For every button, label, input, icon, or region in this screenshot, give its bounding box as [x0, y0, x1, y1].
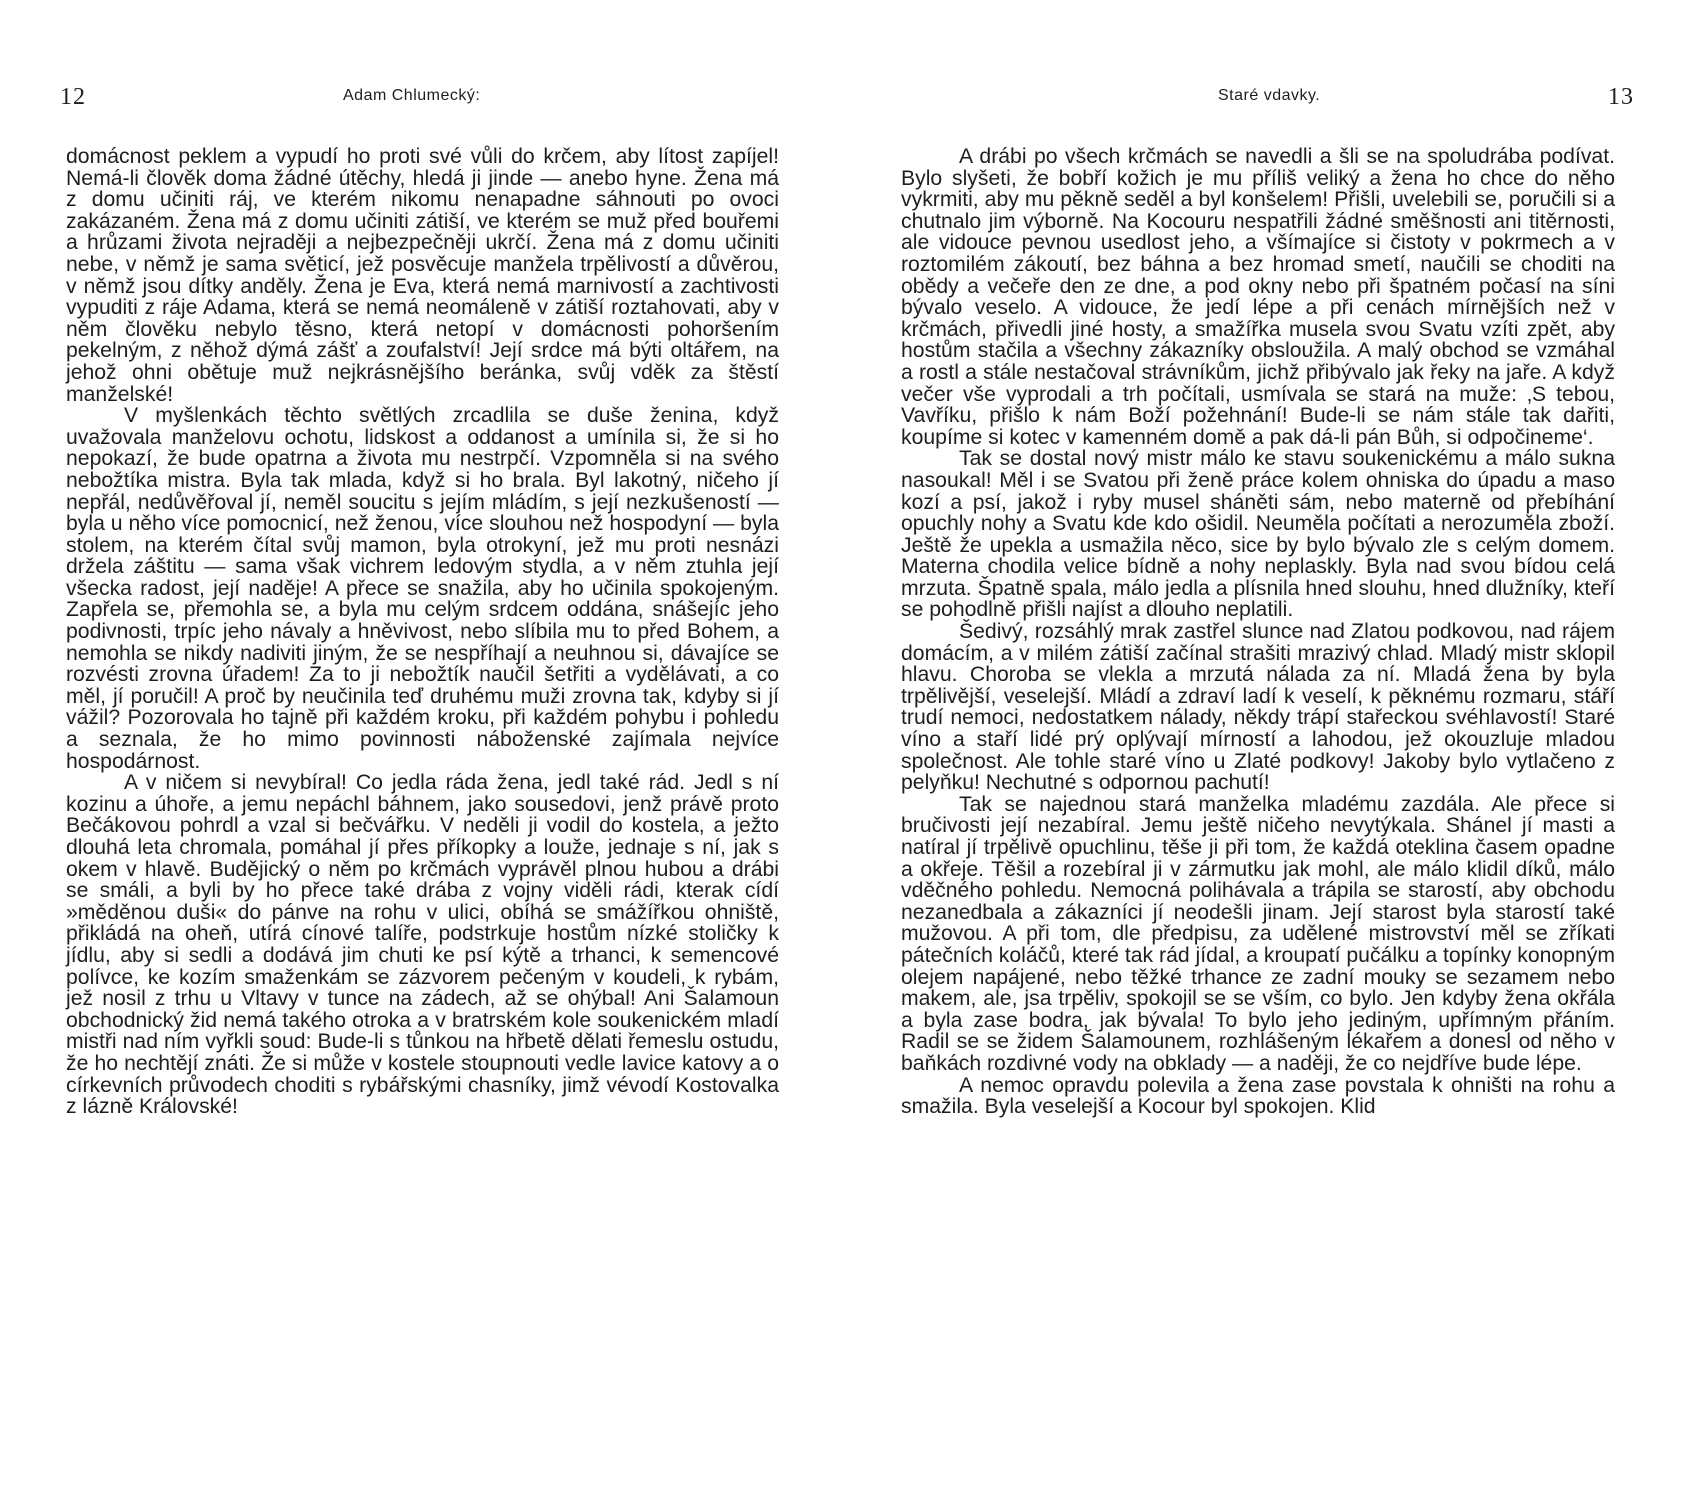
- paragraph: Tak se najednou stará manželka mladému zazdála. Ale přece si bručivosti její nezabíral. Jemu ještě ničeho nevytýkala. Shánel jí masti a natíral jí trpělivě opuchlinu, těše ji při tom, že každá oteklina časem opadne a okřeje. Těšil a rozebíral ji v zármutku jak mohl, ale málo klidil díků, málo vděčného pohledu. Nemocná polihávala a trápila se starostí, aby obchodu nezanedbala a zákazníci jí neodešli jinam. Její starost byla starostí také mužovou. A při tom, dle předpisu, za udělené mistrovství měl se zříkati pátečních koláčů, které tak rád jídal, a kroupatí pučálku a topínky konopným olejem napájené, nebo těžké trhance ze zadní mouky se sezamem nebo makem, ale, jsa trpěliv, spokojil se se vším, co bylo. Jen kdyby žena okřála a byla zase bodra, jak bývala! To bylo jeho jediným, upřímným přáním. Radil se se židem Šalamounem, rozhlášeným lékařem a donesl od něho v baňkách rozdivné vody na obklady — a naději, že co nejdříve bude lépe.: [901, 792, 1615, 1075]
- paragraph: Tak se dostal nový mistr málo ke stavu soukenickému a málo sukna nasoukal! Měl i se Svatou při ženě práce kolem ohniska do úpadu a maso kozí a psí, jakož i ryby musel sháněti sám, nebo materně od přebíhání opuchly nohy a Svatu kde kdo ošidil. Neuměla počítati a nerozuměla zboží. Ještě že upekla a usmažila něco, sice by bylo bývalo zle s celým domem. Materna chodila velice bídně a nohy neplaskly. Byla nad svou bídou celá mrzuta. Špatně spala, málo jedla a plísnila hned slouhu, hned dlužníky, kteří se pohodlně přišli najíst a dlouho neplatili.: [901, 447, 1615, 622]
- page-number: 12: [60, 84, 86, 110]
- page-number: 13: [1608, 84, 1634, 110]
- running-head: Staré vdavky.: [1218, 87, 1321, 104]
- paragraph: domácnost peklem a vypudí ho proti své vůli do krčem, aby lítost zapíjel! Nemá-li člověk doma žádné útěchy, hledá ji jinde — anebo hyne. Žena má z domu učiniti ráj, ve kterém nikomu nenapadne sáhnouti po ovoci zakázaném. Žena má z domu učiniti zátiší, ve kterém se muž před bouřemi a hrůzami života nejraději a nejbezpečněji ukrčí. Žena má z domu učiniti nebe, v němž je sama světicí, jež posvěcuje manžela trpělivostí a důvěrou, v němž jsou dítky anděly. Žena je Eva, která nemá marnivostí a zachtivosti vypuditi z ráje Adama, která se nemá neomáleně v zátiší roztahovati, aby v něm člověku nebylo těsno, která netopí v domácnosti pohoršením pekelným, z něhož dýmá zášť a zoufalství! Její srdce má býti oltářem, na jehož ohni obětuje muž nejkrásnějšího beránka, svůj vděk za štěstí manželské!: [66, 145, 779, 406]
- running-head: Adam Chlumecký:: [343, 87, 481, 104]
- paragraph: Šedivý, rozsáhlý mrak zastřel slunce nad Zlatou podkovou, nad rájem domácím, a v milém zátiší začínal strašiti mrazivý chlad. Mladý mistr sklopil hlavu. Choroba se vlekla a mrzutá nálada za ní. Mladá žena by byla trpělivější, veselejší. Mládí a zdraví ladí k veselí, k pěknému rozmaru, stáří trudí nemoci, nedostatkem nálady, někdy trápí stařeckou svéhlavostí! Staré víno a staří lidé prý oplývají mírností a lahodou, jež okouzluje mladou společnost. Ale tohle staré víno u Zlaté podkovy! Jakoby bylo vytlačeno z pelyňku! Nechutné s odpornou pachutí!: [901, 620, 1615, 795]
- paragraph: A drábi po všech krčmách se navedli a šli se na spoludrába podívat. Bylo slyšeti, že bobří kožich je mu příliš veliký a žena ho chce do něho vykrmiti, aby mu pěkně seděl a byl konšelem! Přišli, uvelebili se, poručili si a chutnalo jim výborně. Na Kocouru nespatřili žádné směšnosti ani titěrnosti, ale vidouce pevnou usedlost jeho, a všímajíce si čistoty v pokrmech a v roztomilém zákoutí, bez báhna a bez hromad smetí, naučili se choditi na obědy a večeře den ze dne, a pod okny nebo při špatném počasí na síni bývalo veselo. A vidouce, že jedí lépe a při cenách mírnějších než v krčmách, přivedli jiné hosty, a smažířka musela svou Svatu vzíti zpět, aby hostům stačila a všechny zákazníky obsloužila. A malý obchod se vzmáhal a rostl a stále nestačoval strávníkům, jichž přibývalo jak řeky na jaře. A když večer vše vyprodali a trh počítali, usmívala se stará na muže: ‚S tebou, Vavříku, přišlo k nám Boží požehnání! Bude-li se nám stále tak dařiti, koupíme si kotec v kamenném domě a pak dá-li pán Bůh, si odpočineme‘.: [901, 145, 1615, 449]
- body-text: [66, 146, 779, 1118]
- right-page: [845, 0, 1690, 1500]
- body-text: [901, 146, 1615, 1118]
- paragraph: A v ničem si nevybíral! Co jedla ráda žena, jedl také rád. Jedl s ní kozinu a úhoře, a jemu nepáchl báhnem, jako sousedovi, jenž právě proto Bečákovou pohrdl a vzal si bečvářku. V neděli ji vodil do kostela, a ježto dlouhá leta chromala, pomáhal jí přes příkopky a louže, jednaje s ní, jak s okem v hlavě. Budějický o něm po krčmách vyprávěl plnou hubou a drábi se smáli, a byli by ho přece také drába z vojny viděli rádi, kterak cídí »měděnou duši« do pánve na rohu v ulici, obíhá se smážířkou ohniště, přikládá na oheň, utírá cínové talíře, podstrkuje hostům nízké stoličky k jídlu, aby si sedli a dodává jim chuti ke psí kýtě a trhanci, k semencové polívce, ke kozím smaženkám se zázvorem pečeným v koudeli, k rybám, jež nosil z trhu u Vltavy v tunce na zádech, až se ohýbal! Ani Šalamoun obchodnický žid nemá takého otroka a v bratrském kole soukenickém mladí mistři nad ním vyřkli soud: Bude-li s tůnkou na hřbetě dělati řemeslu ostudu, že ho nechtějí znáti. Že si může v kostele stoupnouti vedle lavice katovy a o církevních průvodech choditi s rybářskými chasníky, jimž vévodí Kostovalka z lázně Královské!: [66, 771, 779, 1119]
- paragraph: A nemoc opravdu polevila a žena zase povstala k ohništi na rohu a smažila. Byla veselejší a Kocour byl spokojen. Klid: [901, 1073, 1615, 1119]
- paragraph: V myšlenkách těchto světlých zrcadlila se duše ženina, když uvažovala manželovu ochotu, lidskost a oddanost a umínila si, že si ho nepokazí, že bude opatrna a života mu nestrpčí. Vzpomněla si na svého nebožtíka mistra. Byla tak mlada, když si ho brala. Byl lakotný, ničeho jí nepřál, nedůvěřoval jí, neměl soucitu s jejím mládím, s její nezkušeností — byla u něho více pomocnicí, než ženou, více slouhou než hospodyní — byla stolem, na kterém čítal svůj mamon, byla otrokyní, jež mu proti nesnázi držela záštitu — sama však vichrem ledovým stydla, a v něm ztuhla její všecka radost, její naděje! A přece se snažila, aby ho učinila spokojeným. Zapřela se, přemohla se, a byla mu celým srdcem oddána, snášejíc jeho podivnosti, trpíc jeho návaly a hněvivost, nebo slíbila mu to před Bohem, a nemohla se nikdy nadiviti jiným, že se nespříhají a neuhnou si, dávajíce se rozvésti zrovna úřadem! Za to ji nebožtík naučil šetřiti a vydělávati, a co měl, jí poručil! A proč by neučinila teď druhému muži zrovna tak, kdyby si jí vážil? Pozorovala ho tajně při každém kroku, při každém pohybu i pohledu a seznala, že ho mimo povinnosti náboženské zajímala nejvíce hospodárnost.: [66, 404, 779, 773]
